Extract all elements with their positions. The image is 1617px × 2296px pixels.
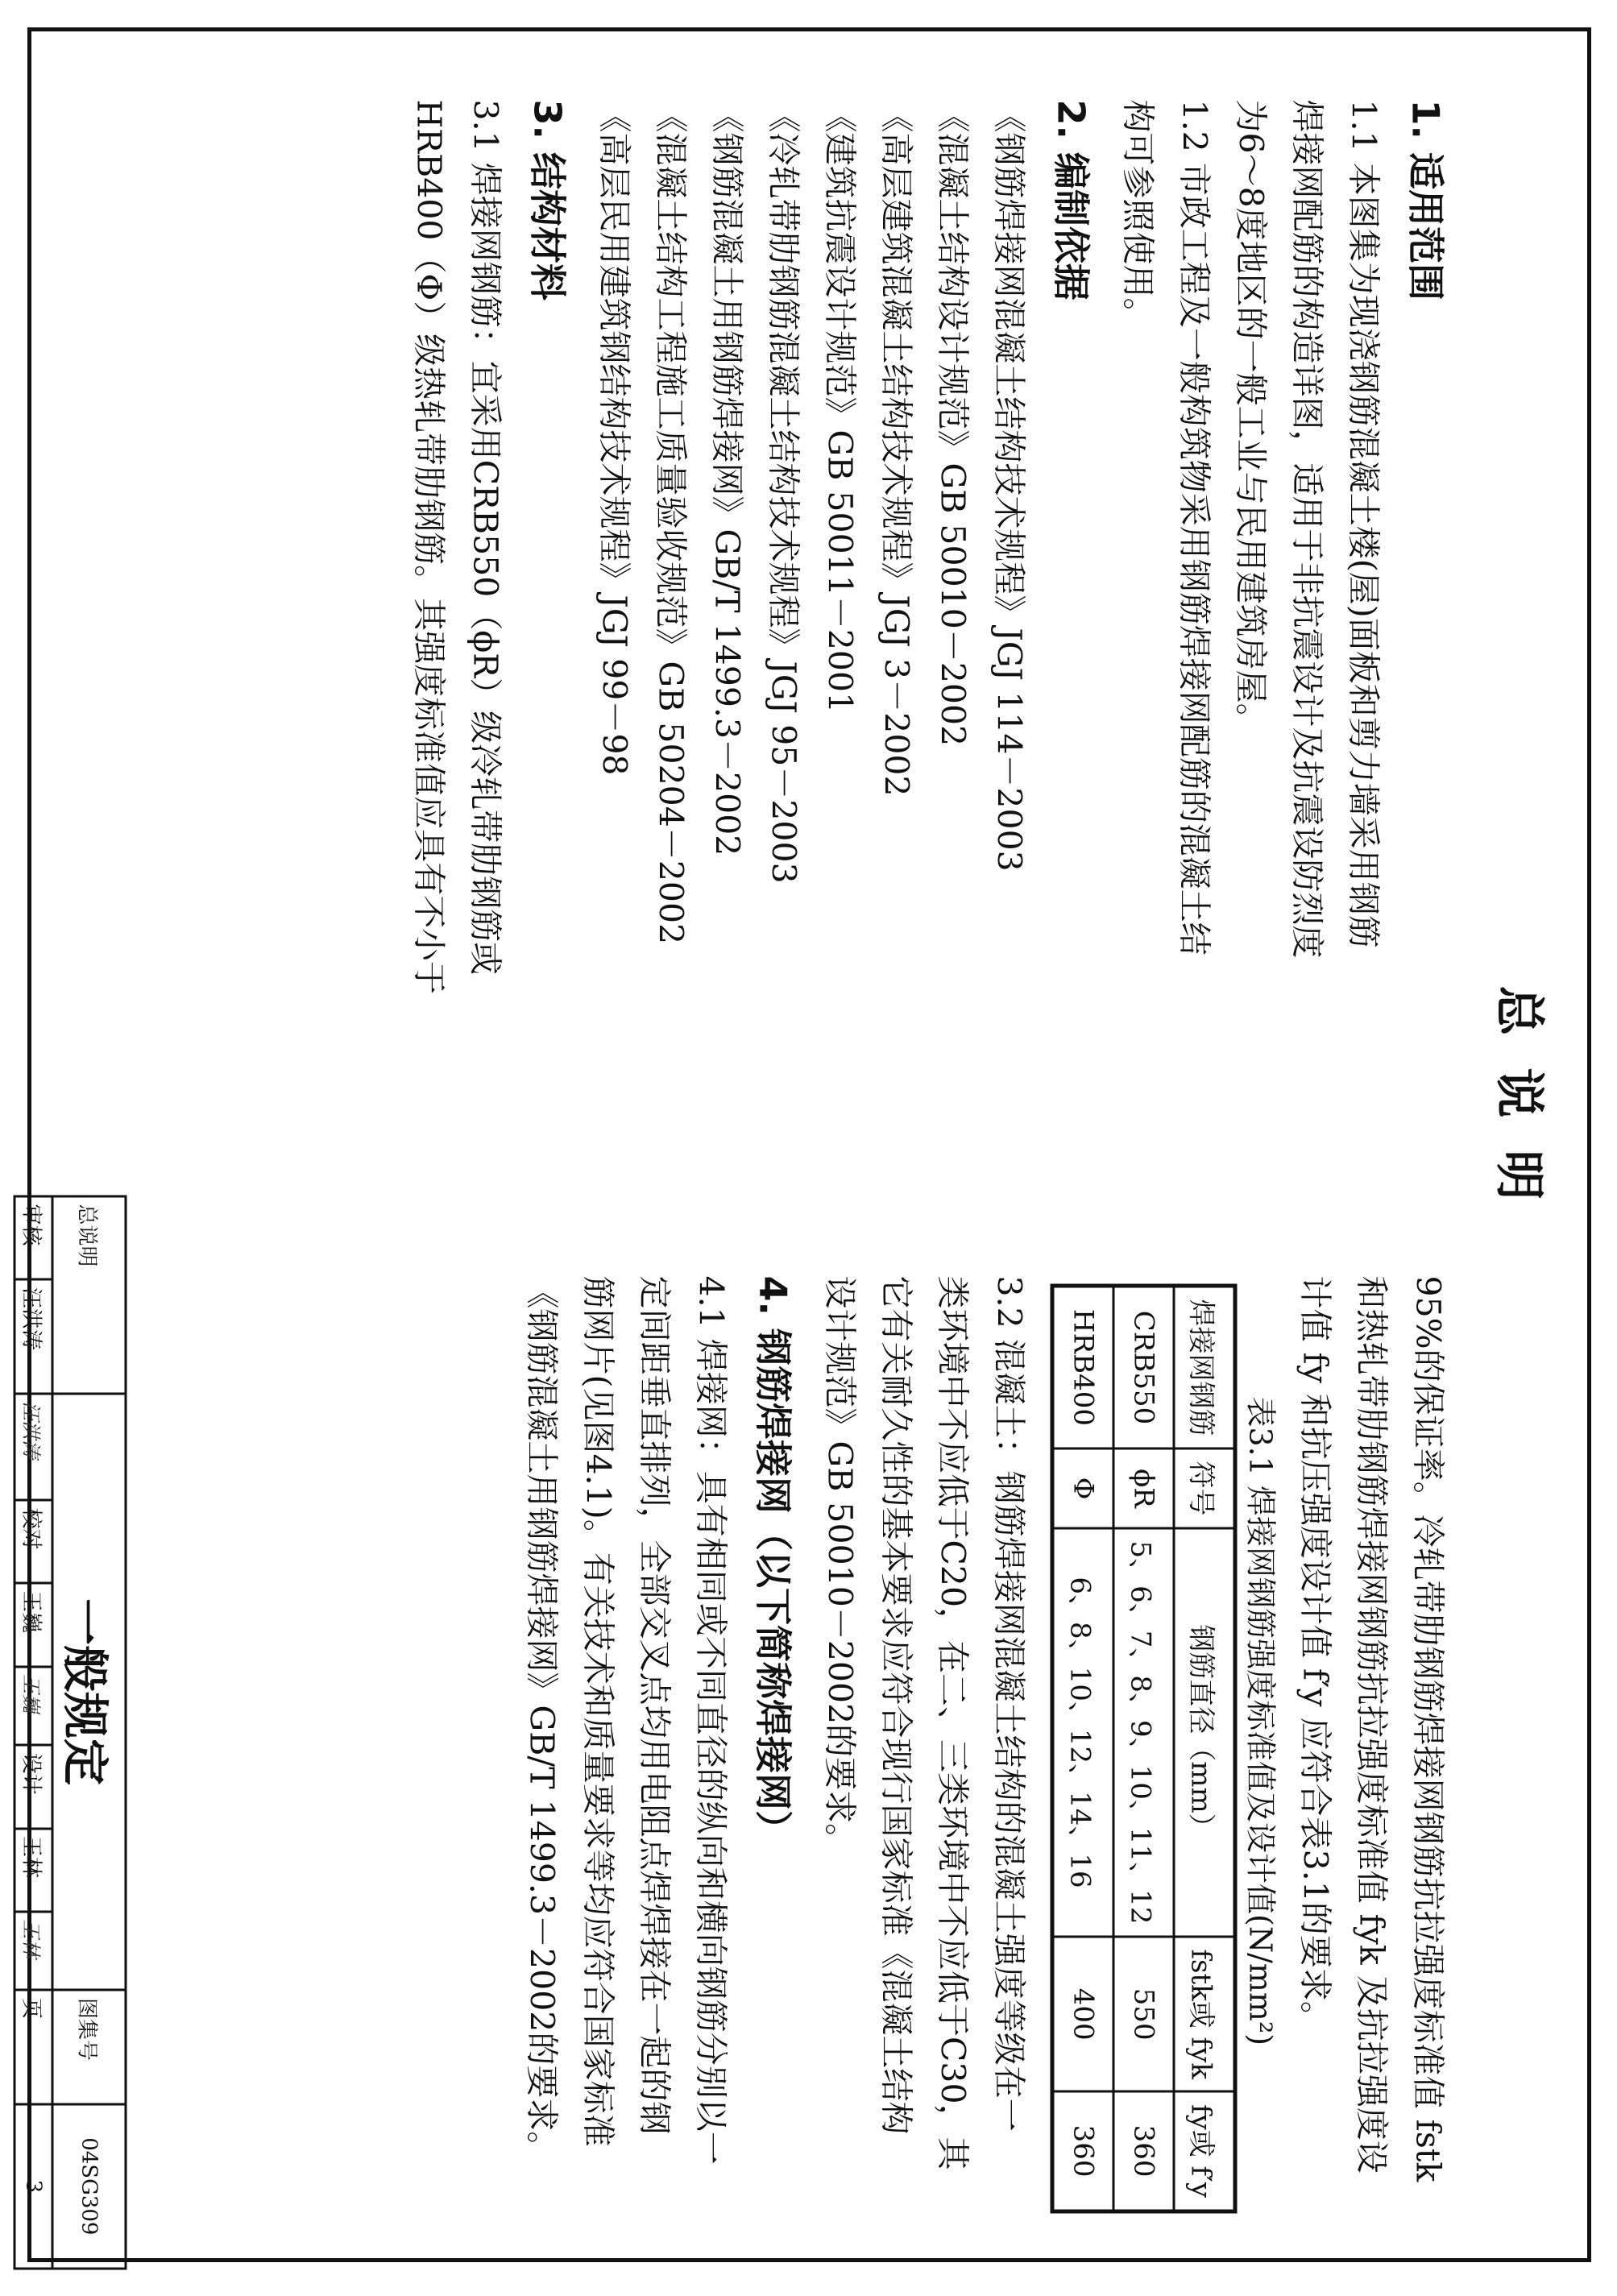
table-header: 符号: [1174, 1448, 1235, 1528]
section-1-heading: 1. 适用范围: [1403, 99, 1448, 300]
drawing-sheet: [19, 27, 1591, 2262]
para-3-2-line: 3.2 混凝土：钢筋焊接网混凝土结构的混凝土强度等级在一: [989, 1275, 1029, 2132]
para-3-1-cont-line: 和热轧带肋钢筋焊接网钢筋抗拉强度标准值 fyk 及抗拉强度设: [1352, 1275, 1391, 2174]
title-block-row-2: [15, 1196, 52, 2269]
table-cell: HRB400: [1052, 1286, 1113, 1448]
atlas-label: 图集号: [52, 1990, 126, 2103]
proofreader-name: 王巍: [15, 1583, 52, 1666]
table-cell: 400: [1052, 1937, 1113, 2092]
table-caption: 表3.1 焊接网钢筋强度标准值及设计值(N/mm²): [1242, 1396, 1279, 2046]
page-label: 页: [15, 1990, 52, 2103]
para-1-2-line: 1.2 市政工程及一般构筑物采用钢筋焊接网配筋的混凝土结: [1175, 99, 1214, 955]
title-block-label: 总说明: [52, 1196, 126, 1394]
table-header: 钢筋直径（mm）: [1174, 1528, 1235, 1937]
reference-item: 《高层建筑混凝土结构技术规程》JGJ 3－2002: [877, 99, 916, 797]
para-3-1-line: HRB400（Φ）级热轧带肋钢筋。其强度标准值应具有不小于: [409, 99, 449, 995]
para-4-1-line: 《钢筋混凝土用钢筋焊接网》GB/T 1499.3－2002的要求。: [522, 1275, 562, 2165]
design-label: 设计: [15, 1745, 52, 1828]
table-header-row: [1174, 1286, 1235, 2211]
section-4-heading: 4. 钢筋焊接网（以下简称焊接网）: [751, 1275, 795, 1847]
table-cell: 6、8、10、12、14、16: [1052, 1528, 1113, 1937]
table-cell: ϕR: [1113, 1448, 1174, 1528]
reference-item: 《混凝土结构工程施工质量验收规范》GB 50204－2002: [651, 99, 690, 945]
page-title: 总说明: [1490, 985, 1549, 1233]
reference-item: 《冷轧带肋钢筋混凝土结构技术规程》JGJ 95－2003: [764, 99, 803, 884]
reference-item: 《高层民用建筑钢结构技术规程》JGJ 99－98: [595, 99, 634, 776]
table-cell: Φ: [1052, 1448, 1113, 1528]
reference-item: 《建筑抗震设计规范》GB 50011－2001: [820, 99, 860, 714]
title-block-title: 一般规定: [52, 1394, 126, 1991]
table-row: [1113, 1286, 1174, 2211]
table-cell: 360: [1113, 2091, 1174, 2211]
para-3-1-line: 3.1 焊接网钢筋：宜采用CRB550（ϕR）级冷轧带肋钢筋或: [466, 99, 505, 976]
designer-name: 王林: [15, 1829, 52, 1912]
page-number: 3: [15, 2104, 52, 2269]
para-4-1-line: 筋网片(见图4.1)。有关技术和质量要求等均应符合国家标准: [578, 1275, 618, 2147]
table-cell: 550: [1113, 1937, 1174, 2092]
proofread-label: 校对: [15, 1500, 52, 1583]
table-cell: CRB550: [1113, 1286, 1174, 1448]
section-3-heading: 3. 结构材料: [525, 99, 570, 300]
para-3-2-line: 它有关耐久性的基本要求应符合现行国家标准《混凝土结构: [877, 1275, 916, 2135]
reviewer-name: 汪洪涛: [15, 1279, 52, 1393]
para-1-1-line: 为6～8度地区的一般工业与民用建筑房屋。: [1231, 99, 1271, 736]
rotated-page: [19, 35, 1592, 2270]
para-1-1-line: 1.1 本图集为现浇钢筋混凝土楼(屋)面板和剪力墙采用钢筋: [1344, 99, 1383, 948]
table-header: 焊接网钢筋: [1174, 1286, 1235, 1448]
para-1-1-line: 焊接网配筋的构造详图，适用于非抗震设计及抗震设防烈度: [1287, 99, 1327, 959]
title-block-row-1: [52, 1196, 126, 2269]
atlas-number: 04SG309: [52, 2104, 126, 2269]
table-cell: 5、6、7、8、9、10、11、12: [1113, 1528, 1174, 1937]
reviewer-signature: 汪洪涛: [15, 1394, 52, 1500]
reference-item: 《钢筋焊接网混凝土结构技术规程》JGJ 114－2003: [989, 99, 1029, 872]
proofreader-signature: 王巍: [15, 1667, 52, 1746]
table-row: [1052, 1286, 1113, 2211]
review-label: 审核: [15, 1196, 52, 1279]
table-header: fy或 f′y: [1174, 2091, 1235, 2211]
para-4-1-line: 定间距垂直排列，全部交叉点均用电阻点焊焊接在一起的钢: [635, 1275, 674, 2135]
para-4-1-line: 4.1 焊接网：具有相同或不同直径的纵向和横向钢筋分别以一: [691, 1275, 731, 2165]
para-3-2-line: 设计规范》GB 50010－2002的要求。: [820, 1275, 860, 1857]
title-block: [14, 1196, 127, 2270]
section-2-heading: 2. 编制依据: [1049, 99, 1093, 300]
para-1-2-line: 构可参照使用。: [1118, 99, 1158, 331]
designer-signature: 王林: [15, 1912, 52, 1991]
strength-table: [1051, 1284, 1238, 2214]
para-3-1-cont-line: 计值 fy 和抗压强度设计值 f′y 应符合表3.1的要求。: [1296, 1275, 1335, 2034]
reference-item: 《混凝土结构设计规范》GB 50010－2002: [933, 99, 972, 747]
reference-item: 《钢筋混凝土用钢筋焊接网》GB/T 1499.3－2002: [707, 99, 747, 856]
table-header: fstk或 fyk: [1174, 1937, 1235, 2092]
table-cell: 360: [1052, 2091, 1113, 2211]
para-3-2-line: 类环境中不应低于C20，在二、三类环境中不应低于C30，其: [933, 1275, 972, 2170]
para-3-1-cont-line: 95%的保证率。冷轧带肋钢筋焊接网钢筋抗拉强度标准值 fstk: [1408, 1275, 1448, 2182]
